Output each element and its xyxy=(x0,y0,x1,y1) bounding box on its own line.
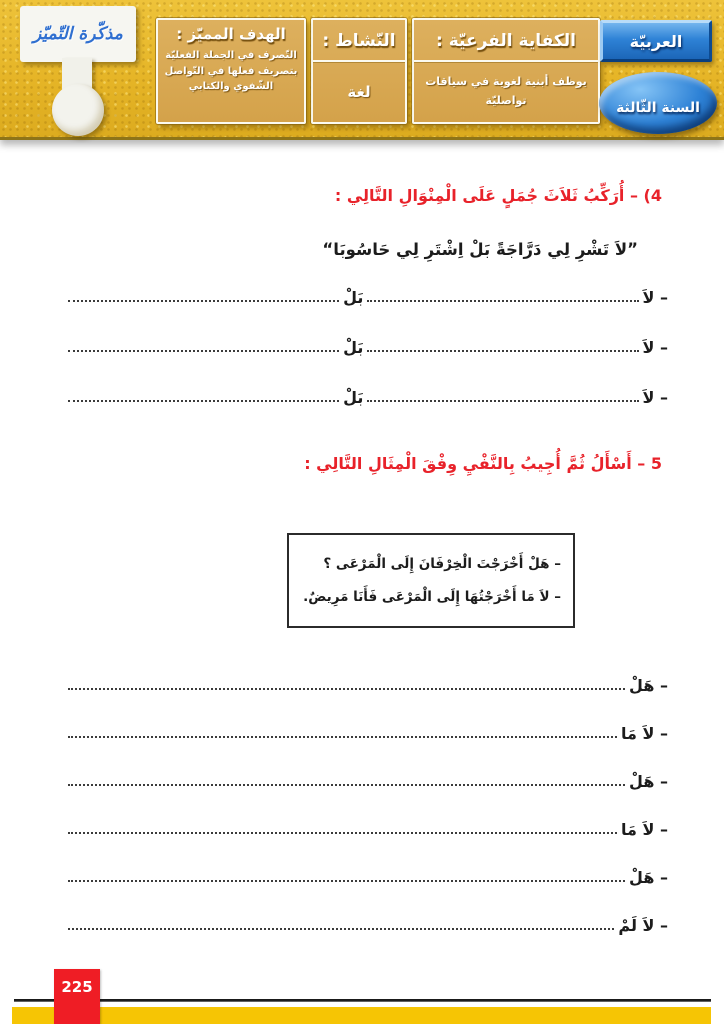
dotted-blank-line xyxy=(68,880,625,882)
negation-word: – لاَ مَا xyxy=(621,819,668,839)
negation-word: – لاَ مَا xyxy=(621,723,668,743)
exercise4-answer-lines xyxy=(64,280,668,407)
dotted-blank-line xyxy=(68,784,625,786)
dotted-blank-line xyxy=(68,688,625,690)
objective-body: التّصرف في الجملة الفعليّة بتصريف فعلها في التّواصل الشّفوي والكتابي xyxy=(164,50,298,92)
footer-yellow-band xyxy=(12,1007,711,1024)
footer-rule xyxy=(14,999,711,1002)
question-word: – هَلْ xyxy=(629,867,668,887)
subject-badge xyxy=(600,20,712,62)
publisher-logo xyxy=(20,6,136,62)
negation-word: – لاَ لَمْ xyxy=(618,915,668,935)
dotted-blank-line xyxy=(68,736,617,738)
dotted-blank-line xyxy=(68,832,617,834)
negation-word: – لاَ xyxy=(642,287,668,307)
exercise5-heading: 5 – أَسْأَلُ ثُمَّ أُجِيبُ بِالنَّفْيِ وِفْقَ الْمِثَالِ التَّالِي : xyxy=(304,454,662,473)
exercise5-example-box xyxy=(287,533,575,628)
example-question: – هَلْ أَخْرَجْتَ الْخِرْفَانَ إِلَى الْمَرْعَى ؟ xyxy=(323,556,561,572)
conjunction-word: بَلْ xyxy=(343,387,364,407)
dotted-blank-line xyxy=(68,928,614,930)
activity-body: لغة xyxy=(347,83,371,101)
objective-title: الهدف المميّز : xyxy=(176,25,286,43)
info-box-competency xyxy=(412,18,600,124)
dotted-blank-line xyxy=(68,300,339,302)
header-band xyxy=(0,0,724,140)
activity-title: النّشاط : xyxy=(313,20,405,62)
lesson-info-table xyxy=(156,18,600,124)
answer-line xyxy=(64,330,668,357)
subject-badge-label: العربيّة xyxy=(629,31,683,51)
dotted-blank-line xyxy=(367,300,638,302)
answer-line xyxy=(64,716,668,743)
dotted-blank-line xyxy=(68,350,339,352)
answer-line xyxy=(64,280,668,307)
competency-title: الكفاية الفرعيّة : xyxy=(414,20,598,62)
answer-line xyxy=(64,860,668,887)
info-box-objective xyxy=(156,18,306,124)
negation-word: – لاَ xyxy=(642,337,668,357)
dotted-blank-line xyxy=(367,400,638,402)
competency-body: يوظف أبنية لغوية في سياقات تواصليّة xyxy=(425,75,587,107)
conjunction-word: بَلْ xyxy=(343,287,364,307)
exercise4-example-sentence: ”لاَ تَشْرِ لِي دَرَّاجَةً بَلْ اِشْتَرِ لِي حَاسُوبَا“ xyxy=(322,240,638,259)
dotted-blank-line xyxy=(367,350,638,352)
publisher-logo-label: مذكّرة التّميّز xyxy=(33,24,123,44)
answer-line xyxy=(64,668,668,695)
question-word: – هَلْ xyxy=(629,675,668,695)
answer-line xyxy=(64,812,668,839)
conjunction-word: بَلْ xyxy=(343,337,364,357)
info-box-activity xyxy=(311,18,407,124)
logo-pin-circle xyxy=(52,84,104,136)
answer-line xyxy=(64,380,668,407)
answer-line xyxy=(64,764,668,791)
dotted-blank-line xyxy=(68,400,339,402)
exercise4-heading: 4) – أُرَكِّبُ ثَلاَثَ جُمَلٍ عَلَى الْمِنْوَالِ التَّالِي : xyxy=(334,186,662,205)
page-number-badge: 225 xyxy=(54,969,100,1024)
negation-word: – لاَ xyxy=(642,387,668,407)
example-answer: – لاَ مَا أَخْرَجْتُهَا إِلَى الْمَرْعَى فَأَنَا مَرِيضٌ. xyxy=(303,589,561,605)
year-badge-label: السنة الثّالثة xyxy=(616,100,700,116)
exercise5-answer-lines xyxy=(64,668,668,935)
question-word: – هَلْ xyxy=(629,771,668,791)
year-badge xyxy=(599,72,717,134)
answer-line xyxy=(64,908,668,935)
